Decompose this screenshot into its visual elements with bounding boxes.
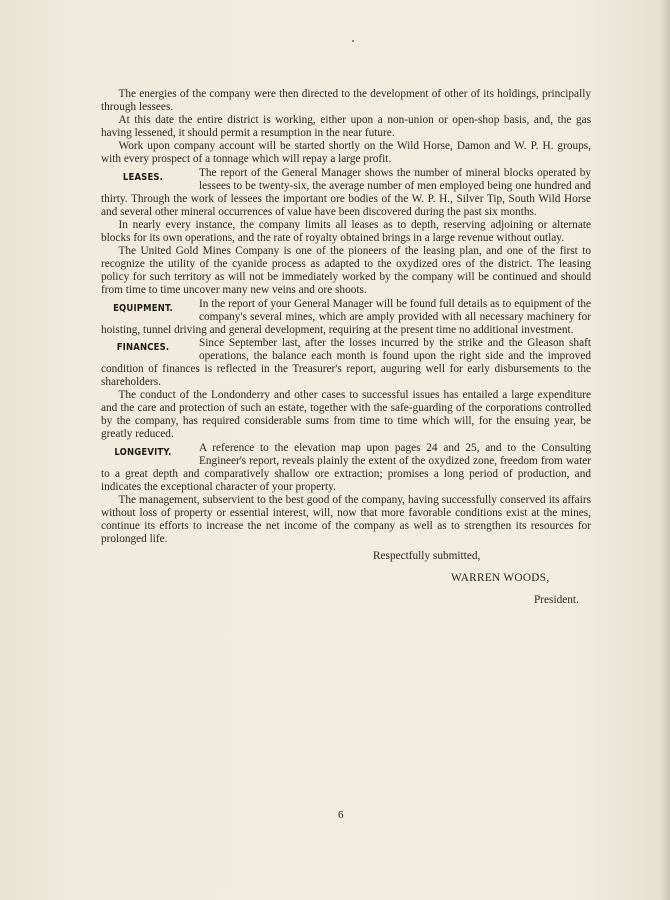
side-heading-equipment: EQUIPMENT.	[113, 302, 173, 314]
section-equipment	[101, 298, 591, 337]
paragraph-pioneers: The United Gold Mines Company is one of the pioneers of the leasing plan, and one of the first to recognize the utility of the cyanide process as adapted to the oxydized ores of the district. The leasing policy for such territory as will not be immediately worked by the company will be continued and should from time to time uncover many new veins and ore shoots.	[101, 245, 591, 297]
side-heading-leases: LEASES.	[122, 171, 164, 183]
section-leases	[101, 167, 591, 219]
paragraph-leases: The report of the General Manager shows the number of mineral blocks operated by lessees to be twenty-six, the average number of men employed being one hundred and thirty. Through the work of lessees the important ore bodies of the W. P. H., Silver Tip, South Wild Horse and several other mineral occurrences of value have been discovered during the past six months.	[101, 166, 591, 218]
paragraph-equipment: In the report of your General Manager will be found full details as to equipment of the company's several mines, which are amply provided with all necessary machinery for hoisting, tunnel driving and general development, requiring at the present time no additional investment.	[101, 297, 591, 336]
paragraph-leases-depth: In nearly every instance, the company limits all leases as to depth, reserving adjoining or alternate blocks for its own operations, and the rate of royalty obtained brings in a large revenue without outlay.	[101, 218, 591, 245]
paragraph-management: The management, subservient to the best good of the company, having successfully conserved its affairs without loss of property or essential interest, will, now that more favorable conditions exist at the mines, continue its efforts to increase the net income of the company as well as to strengthen its resources for prolonged life.	[101, 493, 591, 546]
closing-block	[101, 550, 591, 612]
paragraph-longevity: A reference to the elevation map upon pages 24 and 25, and to the Consulting Engineer's report, reveals plainly the extent of the oxydized zone, freedom from water to a great depth and comparatively shallow ore extraction; promises a long period of production, and indicates the exceptional character of your property.	[101, 441, 591, 493]
side-heading-finances: FINANCES.	[116, 341, 170, 353]
section-longevity	[101, 442, 591, 494]
paragraph-finances: Since September last, after the losses incurred by the strike and the Gleason shaft operations, the balance each month is found upon the right side and the improved condition of finances is reflected in the Treasurer's report, auguring well for early disbursements to the shareholders.	[101, 336, 591, 389]
signatory-title: President.	[534, 594, 579, 607]
side-heading-longevity: LONGEVITY.	[114, 446, 172, 458]
paragraph-district: At this date the entire district is working, either upon a non-union or open-shop basis, and, the gas having lessened, it should permit a resumption in the near future.	[101, 114, 591, 140]
paragraph-conduct: The conduct of the Londonderry and other cases to successful issues has entailed a large expenditure and the care and protection of such an estate, together with the safe-guarding of the corporations controlled by the company, has required considerable sums from time to time which will, for the ensuing year, be greatly reduced.	[101, 389, 591, 441]
paper-speck	[352, 40, 354, 42]
closing-salutation: Respectfully submitted,	[373, 550, 481, 563]
paragraph-energies: The energies of the company were then directed to the development of other of its holdings, principally through lessees.	[101, 88, 591, 114]
paragraph-work: Work upon company account will be started shortly on the Wild Horse, Damon and W. P. H. groups, with every prospect of a tonnage which will repay a large profit.	[101, 140, 591, 166]
page-number: 6	[338, 809, 344, 821]
page-edge-shadow	[660, 0, 670, 900]
document-body	[101, 88, 591, 612]
section-finances	[101, 337, 591, 389]
signatory-name: WARREN WOODS,	[451, 572, 550, 585]
